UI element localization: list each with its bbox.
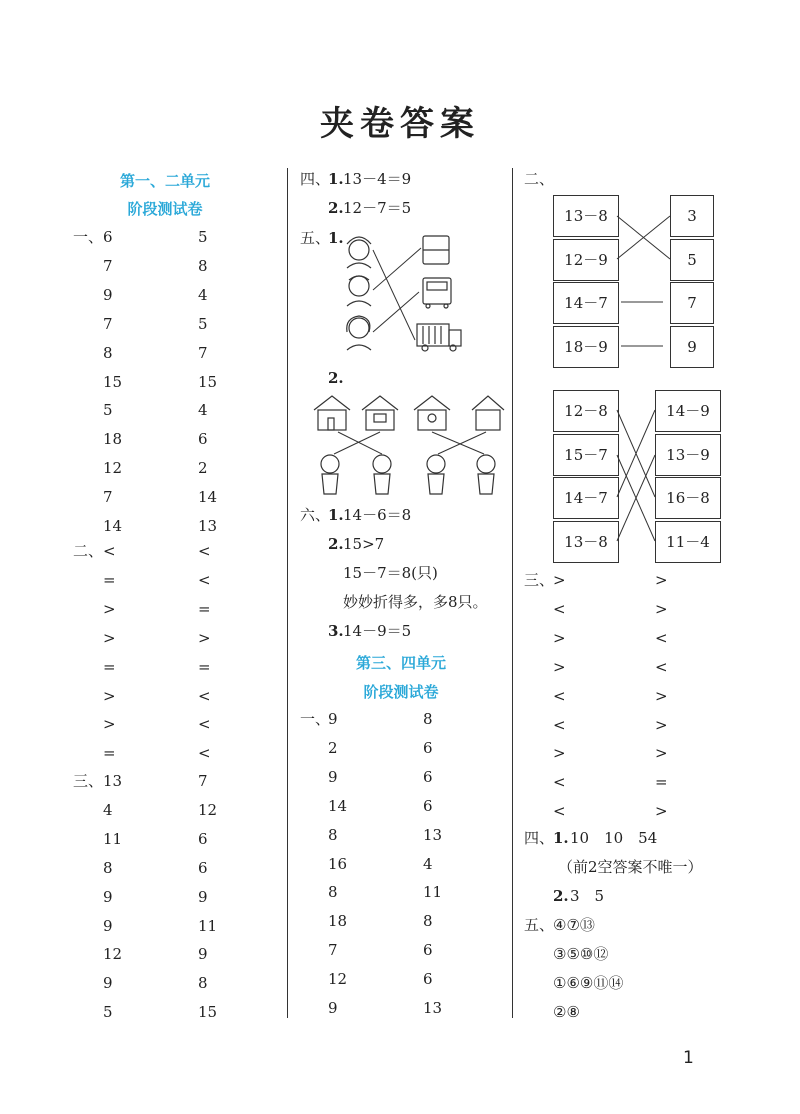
comparison-symbol: < [553, 715, 566, 734]
answer-value: 16 [328, 854, 348, 873]
col2-q5-1-num: 1. [328, 229, 344, 247]
result-box: 3 [670, 195, 714, 237]
answer-value: 14 [103, 517, 123, 535]
answer-value: 7 [198, 772, 208, 790]
col2-q4-1-num: 1. [328, 170, 344, 188]
comparison-symbol: < [553, 802, 566, 821]
answer-value: 4 [103, 800, 113, 819]
answer-value: 18 [103, 430, 123, 449]
result-box: 9 [670, 326, 714, 368]
answer-value: 4 [423, 854, 433, 873]
col3-q4-1-answer: 10 10 54 [570, 829, 658, 847]
expression-box: 11－4 [655, 521, 721, 563]
col2-section-subtitle: 阶段测试卷 [363, 683, 439, 701]
answer-value: 9 [328, 710, 338, 728]
comparison-symbol: > [553, 571, 566, 589]
col2-q6-1-num: 1. [328, 506, 344, 524]
answer-value: 4 [198, 285, 208, 304]
expression-box: 14－7 [553, 477, 619, 519]
answer-value: 8 [423, 710, 433, 728]
answer-value: 6 [423, 767, 433, 786]
col2-q6-2-num: 2. [328, 535, 344, 553]
answer-value: 11 [198, 916, 218, 935]
comparison-symbol: > [553, 744, 566, 763]
col2-q5-label: 五、 [300, 229, 331, 247]
comparison-symbol: = [103, 744, 116, 763]
result-box: 5 [670, 239, 714, 281]
answer-value: 5 [198, 228, 208, 246]
answer-value: 8 [328, 825, 338, 844]
answer-value: 8 [198, 256, 208, 275]
expression-box: 14－9 [655, 390, 721, 432]
expression-box: 14－7 [553, 282, 619, 324]
answer-value: 13 [198, 517, 218, 535]
answer-value: 7 [103, 256, 113, 275]
col3-q4-1-num: 1. [553, 829, 569, 847]
col1-part2-label: 二、 [73, 542, 104, 560]
comparison-symbol: < [198, 570, 211, 589]
answer-value: 9 [198, 887, 208, 906]
answer-value: 9 [103, 916, 113, 935]
answer-value: 6 [198, 430, 208, 449]
answer-value: 8 [328, 883, 338, 902]
col3-q2-label: 二、 [524, 170, 555, 188]
answer-value: 15 [103, 372, 123, 391]
answer-value: 13 [103, 772, 123, 790]
comparison-symbol: > [655, 686, 668, 705]
col2-q6-3-answer: 14－9＝5 [343, 622, 412, 640]
col2-q6-2-comparison: 15>7 [343, 535, 385, 553]
col2-q6-2-equation: 15－7＝8(只) [343, 564, 438, 582]
col2-q4-2-num: 2. [328, 199, 344, 217]
comparison-symbol: < [553, 686, 566, 705]
answer-value: 5 [103, 401, 113, 420]
comparison-symbol: > [103, 628, 116, 647]
comparison-symbol: = [103, 570, 116, 589]
answer-value: 2 [328, 738, 338, 757]
col3-q4-2-num: 2. [553, 887, 569, 905]
answer-value: 15 [198, 372, 218, 391]
comparison-symbol: < [655, 657, 668, 676]
comparison-symbol: > [655, 599, 668, 618]
col2-q4-label: 四、 [300, 170, 331, 188]
answer-value: 8 [103, 858, 113, 877]
answer-value: 8 [423, 912, 433, 931]
col3-q3-label: 三、 [524, 571, 555, 589]
expression-box: 18－9 [553, 326, 619, 368]
expression-box: 13－8 [553, 195, 619, 237]
col2-q4-1-answer: 13－4＝9 [343, 170, 412, 188]
col3-q5-label: 五、 [524, 916, 555, 934]
comparison-symbol: > [655, 802, 668, 821]
comparison-symbol: > [553, 628, 566, 647]
answer-value: 9 [103, 887, 113, 906]
circled-number-answer: ②⑧ [553, 1003, 580, 1021]
answer-value: 7 [328, 941, 338, 960]
col2-q4-2-answer: 12－7＝5 [343, 199, 412, 217]
col2-q5-2-num: 2. [328, 369, 344, 387]
answer-value: 4 [198, 401, 208, 420]
col2-q6-2-sentence: 妙妙折得多，多8只。 [343, 593, 488, 611]
answer-value: 9 [328, 999, 338, 1017]
answer-value: 5 [103, 1003, 113, 1022]
col2-section-title: 第三、四单元 [355, 654, 446, 672]
answer-value: 9 [198, 945, 208, 964]
answer-value: 12 [328, 970, 348, 989]
comparison-symbol: > [655, 571, 668, 589]
answer-value: 11 [103, 829, 123, 848]
page-title: 夹卷答案 [320, 104, 480, 144]
answer-value: 12 [198, 800, 218, 819]
result-box: 7 [670, 282, 714, 324]
expression-box: 16－8 [655, 477, 721, 519]
answer-value: 13 [423, 999, 443, 1017]
answer-value: 13 [423, 825, 443, 844]
col3-q4-label: 四、 [524, 829, 555, 847]
answer-value: 2 [198, 459, 208, 478]
answer-value: 5 [198, 314, 208, 333]
col3-q4-note: （前2空答案不唯一） [558, 858, 703, 876]
comparison-symbol: = [198, 599, 211, 618]
col2-part1-label: 一、 [300, 710, 331, 728]
col1-part3-label: 三、 [73, 772, 104, 790]
col2-q6-3-num: 3. [328, 622, 344, 640]
col1-section-title: 第一、二单元 [119, 172, 210, 190]
comparison-symbol: < [655, 628, 668, 647]
answer-value: 6 [198, 858, 208, 877]
answer-value: 15 [198, 1003, 218, 1022]
expression-box: 13－9 [655, 434, 721, 476]
comparison-symbol: < [553, 773, 566, 792]
answer-value: 9 [328, 767, 338, 786]
comparison-symbol: < [198, 715, 211, 734]
answer-value: 6 [198, 829, 208, 848]
comparison-symbol: > [103, 715, 116, 734]
comparison-symbol: > [198, 628, 211, 647]
col3-q4-2-answer: 3 5 [570, 887, 605, 905]
answer-value: 12 [103, 459, 123, 478]
answer-value: 9 [103, 285, 113, 304]
answer-value: 11 [423, 883, 443, 902]
comparison-symbol: < [103, 542, 116, 560]
expression-box: 12－9 [553, 239, 619, 281]
comparison-symbol: > [655, 744, 668, 763]
answer-value: 18 [328, 912, 348, 931]
answer-value: 12 [103, 945, 123, 964]
comparison-symbol: > [655, 715, 668, 734]
circled-number-answer: ①⑥⑨⑪⑭ [553, 974, 624, 992]
answer-value: 8 [198, 974, 208, 993]
answer-value: 6 [423, 796, 433, 815]
comparison-symbol: < [198, 542, 211, 560]
comparison-symbol: < [553, 599, 566, 618]
col2-q6-label: 六、 [300, 506, 331, 524]
answer-value: 14 [198, 488, 218, 507]
answer-value: 7 [103, 488, 113, 507]
expression-box: 12－8 [553, 390, 619, 432]
answer-value: 7 [198, 343, 208, 362]
expression-box: 15－7 [553, 434, 619, 476]
comparison-symbol: = [655, 773, 668, 792]
answer-value: 9 [103, 974, 113, 993]
expression-box: 13－8 [553, 521, 619, 563]
comparison-symbol: > [103, 686, 116, 705]
circled-number-answer: ④⑦⑬ [553, 916, 595, 934]
answer-value: 6 [423, 970, 433, 989]
comparison-symbol: = [198, 657, 211, 676]
comparison-symbol: = [103, 657, 116, 676]
col1-section-subtitle: 阶段测试卷 [127, 200, 203, 218]
page-number: 1 [683, 1048, 694, 1068]
col1-part1-label: 一、 [73, 228, 104, 246]
comparison-symbol: < [198, 686, 211, 705]
comparison-symbol: > [553, 657, 566, 676]
answer-value: 8 [103, 343, 113, 362]
circled-number-answer: ③⑤⑩⑫ [553, 945, 609, 963]
answer-value: 6 [423, 738, 433, 757]
answer-value: 7 [103, 314, 113, 333]
col2-q6-1-answer: 14－6＝8 [343, 506, 412, 524]
answer-value: 14 [328, 796, 348, 815]
comparison-symbol: < [198, 744, 211, 763]
answer-value: 6 [103, 228, 113, 246]
answer-value: 6 [423, 941, 433, 960]
comparison-symbol: > [103, 599, 116, 618]
